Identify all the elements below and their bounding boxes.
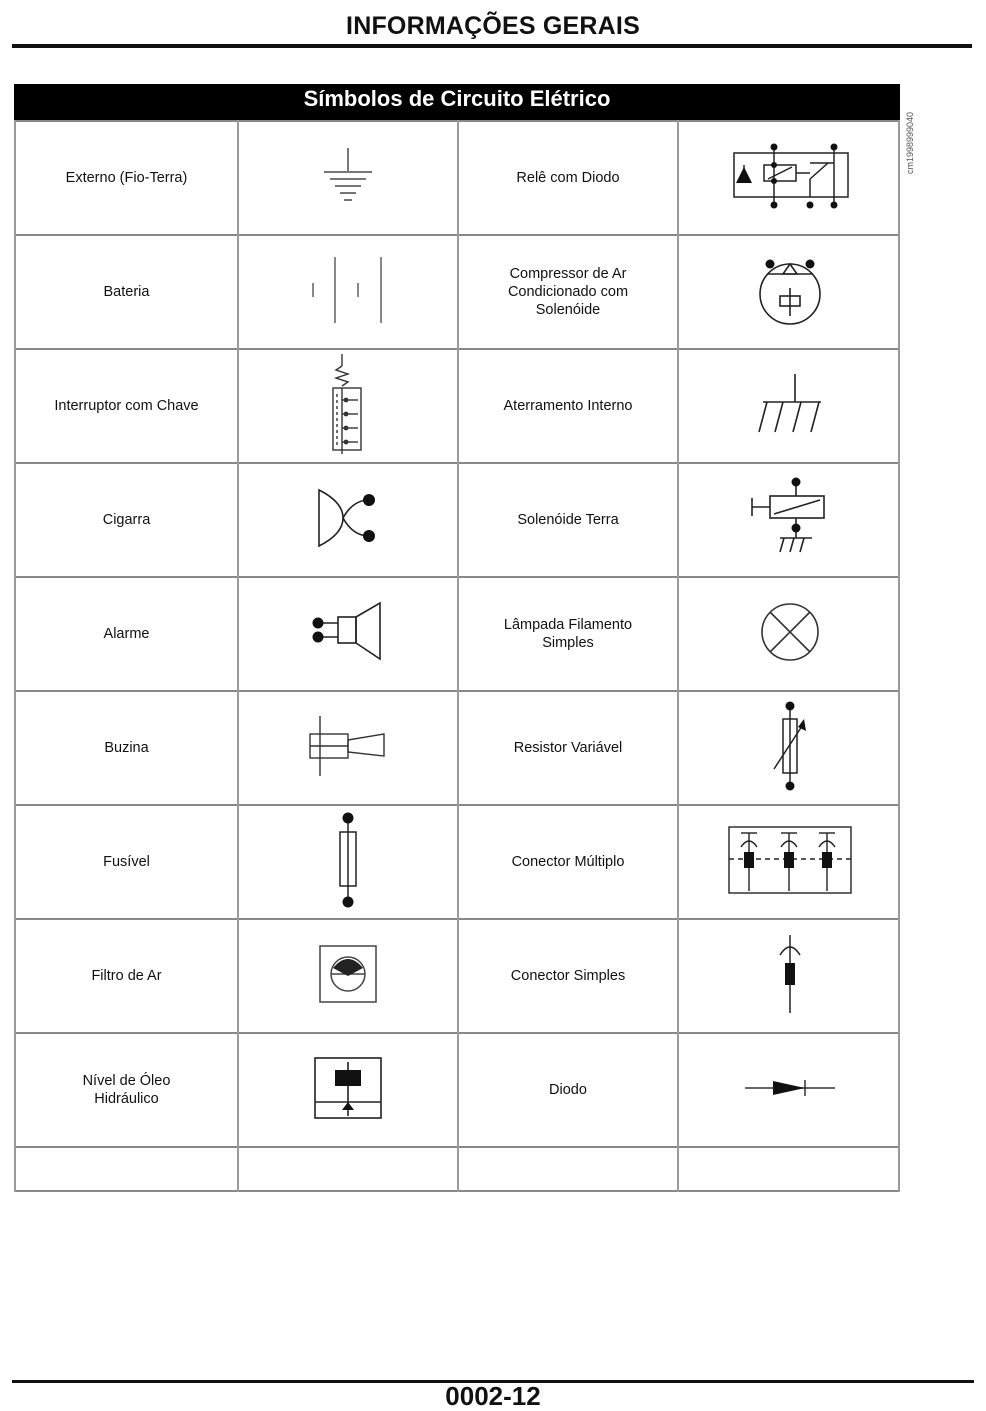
table-column-divider bbox=[237, 120, 239, 1192]
table-header: Símbolos de Circuito Elétrico bbox=[14, 84, 900, 120]
internal-ground-icon bbox=[755, 372, 825, 441]
symbol-name-cell: Alarme bbox=[103, 626, 150, 642]
alarm-icon bbox=[308, 601, 388, 668]
hydraulic-oil-level-icon bbox=[313, 1056, 383, 1125]
battery-icon bbox=[303, 255, 393, 330]
symbol-cell bbox=[679, 692, 900, 804]
page-number: 0002-12 bbox=[445, 1381, 541, 1411]
diode-icon bbox=[743, 1076, 837, 1105]
symbol-cell bbox=[679, 350, 900, 462]
empty-symbol-cell bbox=[679, 1148, 900, 1190]
table-column-divider bbox=[898, 120, 900, 1192]
top-rule bbox=[12, 44, 972, 48]
simple-connector-icon bbox=[775, 933, 805, 1020]
symbol-name-cell: Lâmpada Filamento Simples bbox=[503, 617, 633, 651]
symbol-cell bbox=[239, 578, 457, 690]
symbol-cell bbox=[679, 236, 900, 348]
symbol-name-cell: Aterramento Interno bbox=[503, 398, 633, 414]
symbol-name-cell: Conector Múltiplo bbox=[511, 854, 625, 870]
fuse-icon bbox=[333, 812, 363, 913]
page-title: INFORMAÇÕES GERAIS bbox=[346, 12, 640, 40]
table-column-divider bbox=[457, 120, 459, 1192]
symbol-name-cell: Interruptor com Chave bbox=[54, 398, 199, 414]
symbol-cell bbox=[239, 1034, 457, 1146]
solenoid-ground-icon bbox=[750, 478, 830, 563]
symbol-name-cell: Conector Simples bbox=[510, 968, 626, 984]
symbol-cell bbox=[239, 464, 457, 576]
symbol-cell bbox=[679, 464, 900, 576]
symbol-cell bbox=[239, 350, 457, 462]
symbol-cell bbox=[679, 920, 900, 1032]
ground-icon bbox=[318, 146, 378, 211]
symbol-name-cell: Externo (Fio-Terra) bbox=[65, 170, 188, 186]
symbol-name-cell: Cigarra bbox=[102, 512, 151, 528]
side-code: cm1998999040 bbox=[905, 111, 915, 174]
symbol-name-cell: Resistor Variável bbox=[513, 740, 623, 756]
symbol-name-cell: Fusível bbox=[103, 854, 150, 870]
symbol-name-cell: Buzina bbox=[104, 740, 149, 756]
table-column-divider bbox=[14, 120, 16, 1192]
relay-diode-icon bbox=[730, 143, 850, 214]
air-filter-icon bbox=[318, 944, 378, 1009]
buzzer-icon bbox=[313, 486, 383, 555]
variable-resistor-icon bbox=[770, 701, 810, 796]
symbol-cell bbox=[239, 692, 457, 804]
multiple-connector-icon bbox=[727, 825, 853, 900]
symbol-cell bbox=[679, 806, 900, 918]
symbol-name-cell: Solenóide Terra bbox=[517, 512, 619, 528]
symbol-name-cell bbox=[16, 1148, 237, 1190]
symbol-name-cell: Compressor de Ar Condicionado com Solenóide bbox=[507, 266, 629, 318]
key-switch-icon bbox=[328, 352, 368, 461]
symbol-name-cell: Relê com Diodo bbox=[516, 170, 620, 186]
symbol-cell bbox=[239, 122, 457, 234]
symbol-cell bbox=[679, 122, 900, 234]
symbol-cell bbox=[239, 236, 457, 348]
symbols-table bbox=[14, 84, 900, 1190]
symbol-name-cell: Diodo bbox=[549, 1082, 587, 1098]
ac-compressor-icon bbox=[755, 254, 825, 331]
symbol-cell bbox=[679, 578, 900, 690]
symbol-name-cell: Bateria bbox=[103, 284, 150, 300]
symbol-cell bbox=[239, 806, 457, 918]
empty-symbol-cell bbox=[239, 1148, 457, 1190]
symbol-name-cell: Nível de Óleo Hidráulico bbox=[82, 1073, 171, 1107]
symbol-cell bbox=[239, 920, 457, 1032]
lamp-icon bbox=[759, 601, 821, 668]
symbol-cell bbox=[679, 1034, 900, 1146]
symbol-name-cell: Filtro de Ar bbox=[91, 968, 162, 984]
symbol-name-cell bbox=[459, 1148, 677, 1190]
table-column-divider bbox=[677, 120, 679, 1192]
horn-icon bbox=[308, 714, 388, 783]
